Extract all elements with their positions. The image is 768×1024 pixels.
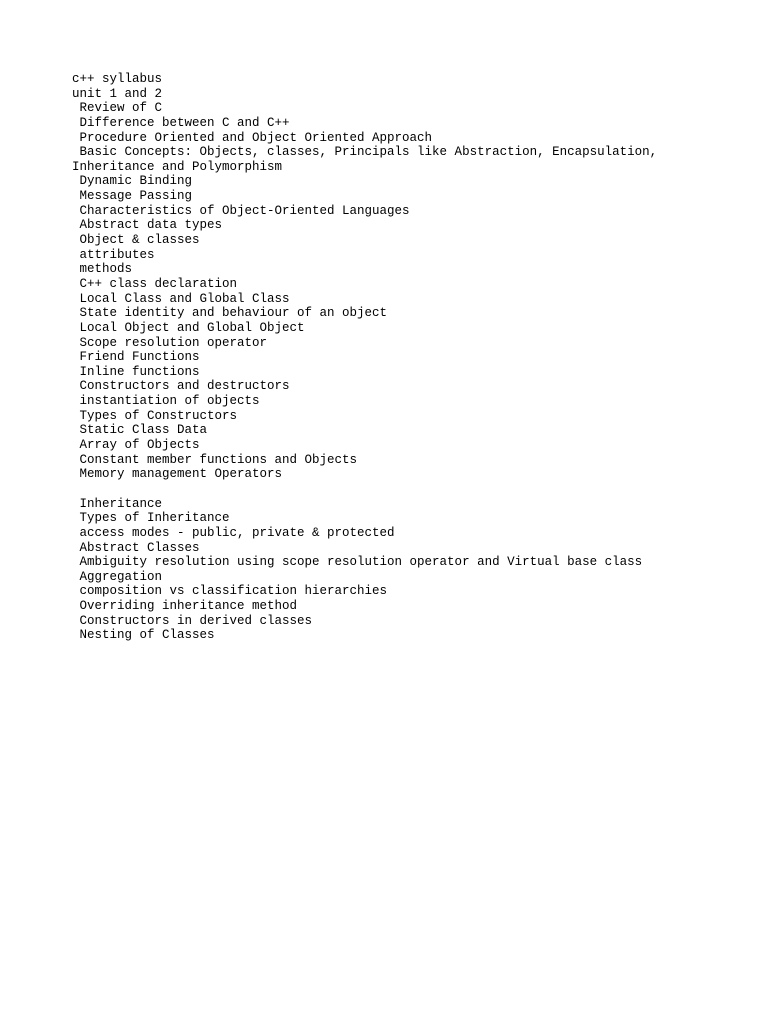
syllabus-line: methods [72,262,133,277]
syllabus-line: instantiation of objects [72,394,260,409]
syllabus-line: Memory management Operators [72,467,283,482]
syllabus-line: access modes - public, private & protected [72,525,395,540]
syllabus-line: Types of Inheritance [72,511,230,526]
syllabus-line: Overriding inheritance method [72,599,298,614]
syllabus-lines [72,101,692,643]
syllabus-line: Difference between C and C++ [72,115,290,130]
syllabus-line: Review of C [72,101,163,116]
syllabus-line: Static Class Data [72,423,208,438]
syllabus-line: Inheritance and Polymorphism [72,159,283,174]
syllabus-line: Friend Functions [72,350,200,365]
syllabus-line: Dynamic Binding [72,174,193,189]
syllabus-line: attributes [72,247,155,262]
syllabus-line: Scope resolution operator [72,335,268,350]
syllabus-line: C++ class declaration [72,276,238,291]
document-title: c++ syllabus [72,72,163,86]
syllabus-line: Local Object and Global Object [72,320,305,335]
syllabus-line: Ambiguity resolution using scope resolution operator and Virtual base class [72,555,643,570]
syllabus-line: Abstract data types [72,218,223,233]
syllabus-line: Object & classes [72,233,200,248]
syllabus-line: Aggregation [72,569,163,584]
document-subtitle: unit 1 and 2 [72,86,163,101]
syllabus-line: Basic Concepts: Objects, classes, Principals like Abstraction, Encapsulation, [72,145,658,160]
syllabus-line: Array of Objects [72,438,200,453]
blank-line [72,482,692,497]
syllabus-line: Constructors and destructors [72,379,290,394]
syllabus-line: composition vs classification hierarchies [72,584,388,599]
syllabus-line: Procedure Oriented and Object Oriented Approach [72,130,433,145]
syllabus-line: Characteristics of Object-Oriented Languages [72,203,410,218]
syllabus-line: Types of Constructors [72,408,238,423]
syllabus-line: Inline functions [72,364,200,379]
syllabus-line: Constant member functions and Objects [72,452,358,467]
syllabus-line: Local Class and Global Class [72,291,290,306]
syllabus-line: Abstract Classes [72,540,200,555]
syllabus-line: Constructors in derived classes [72,613,313,628]
syllabus-line: Inheritance [72,496,163,511]
syllabus-line: Message Passing [72,189,193,204]
syllabus-line: Nesting of Classes [72,628,215,643]
syllabus-line: State identity and behaviour of an object [72,306,388,321]
document-page [72,72,692,643]
